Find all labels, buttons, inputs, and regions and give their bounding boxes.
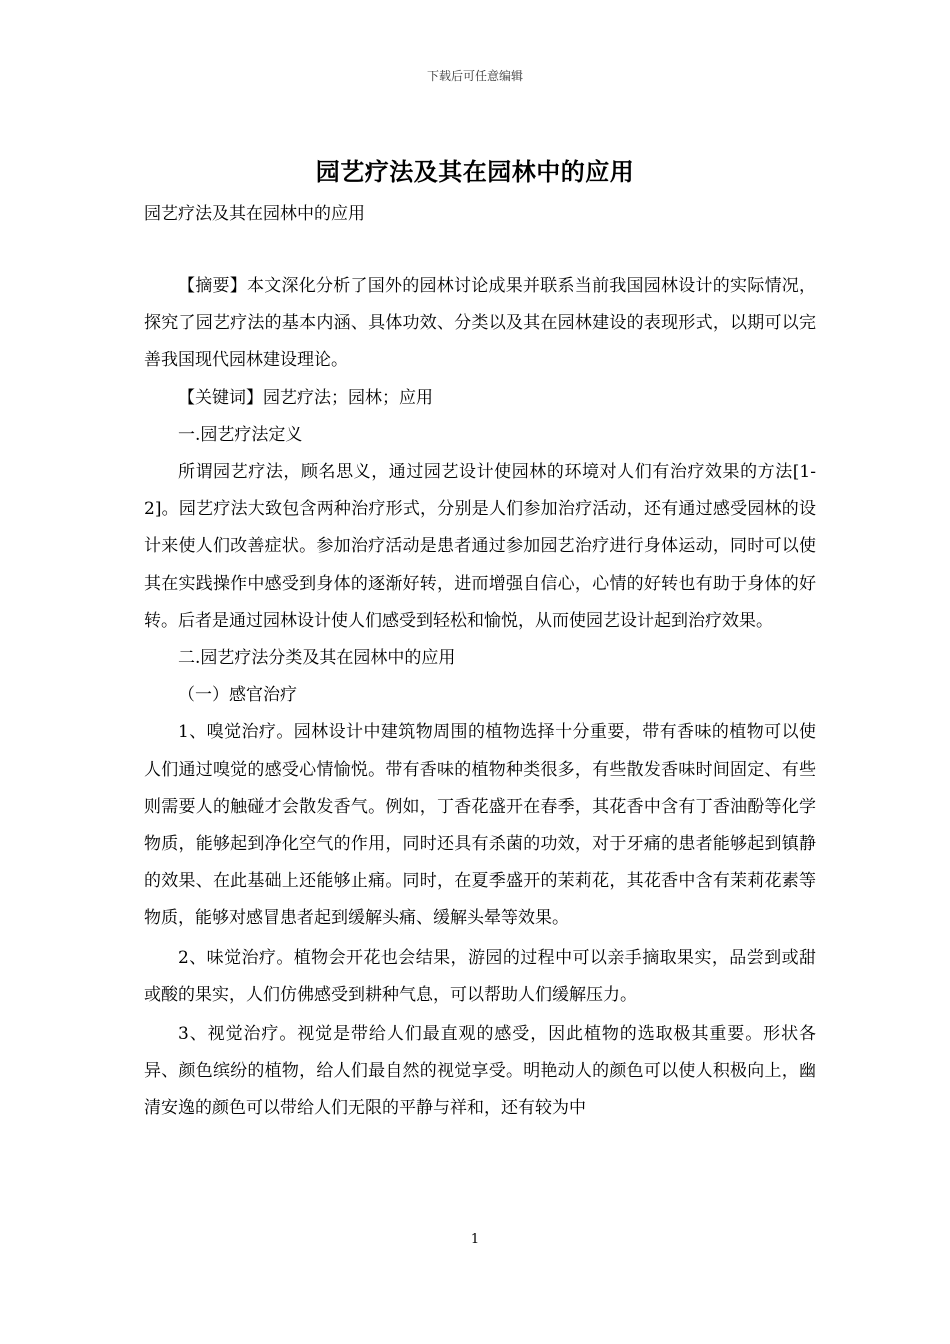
page-number: 1 — [470, 1232, 480, 1247]
subsection-heading-sensory: （一）感官治疗 — [178, 685, 297, 706]
gustatory-therapy-paragraph: 2、味觉治疗。植物会开花也会结果，游园的过程中可以亲手摘取果实，品尝到或甜或酸的果实，人们仿佛感受到耕种气息，可以帮助人们缓解压力。 — [144, 947, 816, 1005]
document-body — [144, 268, 816, 1128]
definition-paragraph: 所谓园艺疗法，顾名思义，通过园艺设计使园林的环境对人们有治疗效果的方法[1-2]。园艺疗法大致包含两种治疗形式，分别是人们参加治疗活动，还有通过感受园林的设计来使人们改善症状。参加治疗活动是患者通过参加园艺治疗进行身体运动，同时可以使其在实践操作中感受到身体的逐渐好转，进而增强自信心，心情的好转也有助于身体的好转。后者是通过园林设计使人们感受到轻松和愉悦，从而使园艺设计起到治疗效果。 — [144, 462, 816, 631]
document-title: 园艺疗法及其在园林中的应用 — [315, 157, 635, 186]
visual-therapy-paragraph: 3、视觉治疗。视觉是带给人们最直观的感受，因此植物的选取极其重要。形状各异、颜色缤纷的植物，给人们最自然的视觉享受。明艳动人的颜色可以使人积极向上，幽清安逸的颜色可以带给人们无限的平静与祥和，还有较为中 — [144, 1024, 816, 1119]
abstract-paragraph: 【摘要】本文深化分析了国外的园林讨论成果并联系当前我国园林设计的实际情况，探究了园艺疗法的基本内涵、具体功效、分类以及其在园林建设的表现形式，以期可以完善我国现代园林建设理论。 — [144, 276, 816, 371]
header-note: 下载后可任意编辑 — [426, 69, 523, 83]
keywords-paragraph: 【关键词】园艺疗法；园林；应用 — [178, 387, 433, 408]
document-subtitle: 园艺疗法及其在园林中的应用 — [144, 204, 365, 224]
section-heading-classification: 二.园艺疗法分类及其在园林中的应用 — [178, 648, 456, 669]
olfactory-therapy-paragraph: 1、嗅觉治疗。园林设计中建筑物周围的植物选择十分重要，带有香味的植物可以使人们通过嗅觉的感受心情愉悦。带有香味的植物种类很多，有些散发香味时间固定、有些则需要人的触碰才会散发香气。例如，丁香花盛开在春季，其花香中含有丁香油酚等化学物质，能够起到净化空气的作用，同时还具有杀菌的功效，对于牙痛的患者能够起到镇静的效果、在此基础上还能够止痛。同时，在夏季盛开的茉莉花，其花香中含有茉莉花素等物质，能够对感冒患者起到缓解头痛、缓解头晕等效果。 — [144, 722, 816, 929]
section-heading-definition: 一.园艺疗法定义 — [178, 424, 303, 445]
